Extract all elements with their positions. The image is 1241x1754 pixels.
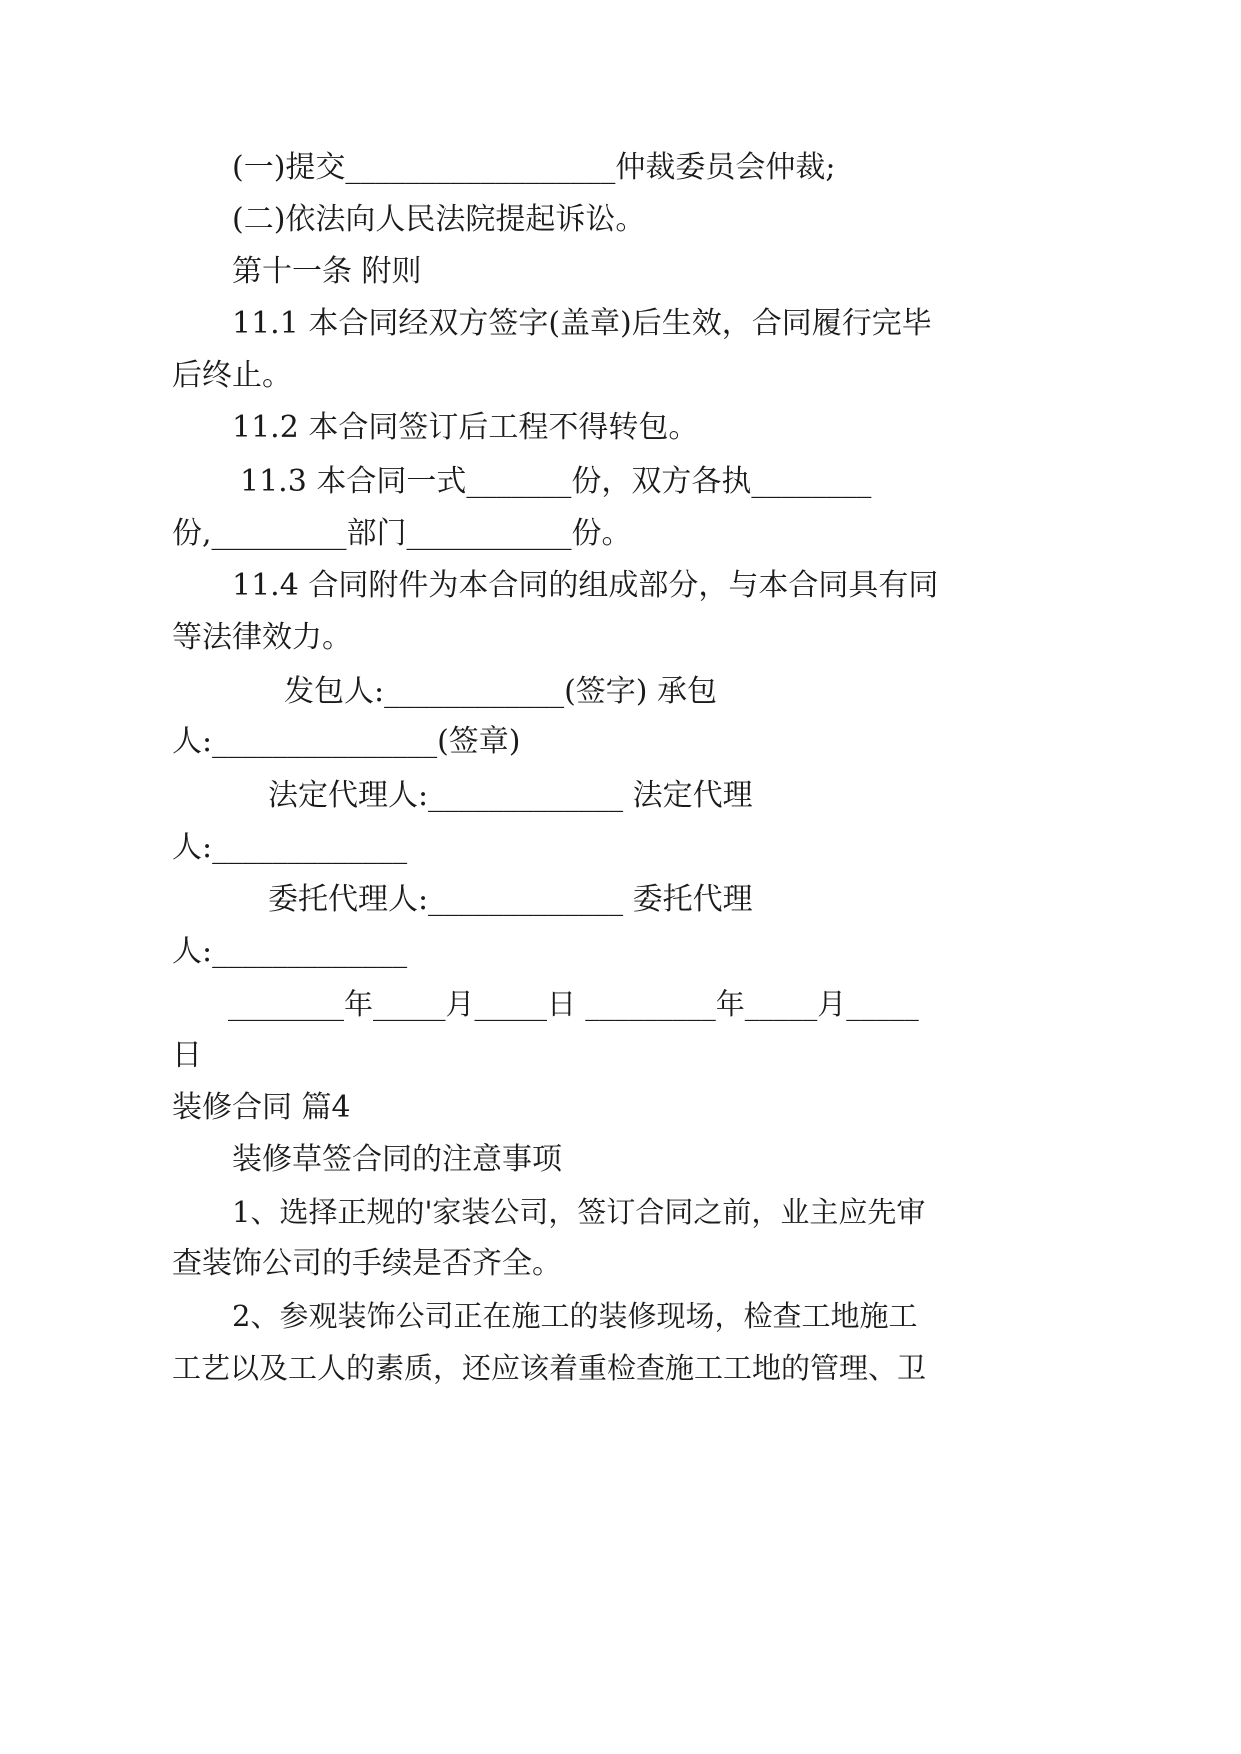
text-line: 人:_____________: [172, 830, 408, 865]
date-line: ________年_____月_____日 _________年_____月_____: [228, 987, 919, 1021]
subsection-title: 装修草签合同的注意事项: [232, 1142, 562, 1177]
text-line: 查装饰公司的手续是否齐全。: [172, 1246, 562, 1281]
text-line: 11.3 本合同一式_______份，双方各执________: [240, 464, 872, 499]
text-line: 2、参观装饰公司正在施工的装修现场，检查工地施工: [232, 1299, 918, 1333]
text-line: (二)依法向人民法院提起诉讼。: [232, 202, 646, 237]
text-line: 1、选择正规的'家装公司，签订合同之前，业主应先审: [232, 1195, 926, 1229]
text-line: 11.2 本合同签订后工程不得转包。: [232, 410, 699, 445]
text-line: 份,_________部门___________份。: [172, 516, 632, 551]
signature-line-legal-agent: 法定代理人:_____________ 法定代理: [268, 778, 753, 813]
section-heading: 第十一条 附则: [232, 254, 422, 289]
text-line: 日: [172, 1038, 202, 1073]
text-line: 后终止。: [172, 358, 292, 393]
text-line: (一)提交__________________仲裁委员会仲裁;: [232, 150, 836, 185]
text-line: 11.4 合同附件为本合同的组成部分，与本合同具有同: [232, 568, 939, 603]
signature-line-entrusted-agent: 委托代理人:_____________ 委托代理: [268, 882, 753, 917]
signature-line-contractor: 发包人:____________(签字) 承包: [284, 674, 718, 709]
text-line: 等法律效力。: [172, 620, 352, 655]
section-title: 装修合同 篇4: [172, 1090, 351, 1125]
text-line: 人:_____________: [172, 934, 408, 969]
text-line: 11.1 本合同经双方签字(盖章)后生效，合同履行完毕: [232, 306, 932, 341]
text-line: 工艺以及工人的素质，还应该着重检查施工工地的管理、卫: [172, 1351, 927, 1385]
text-line: 人:_______________(签章): [172, 724, 521, 759]
